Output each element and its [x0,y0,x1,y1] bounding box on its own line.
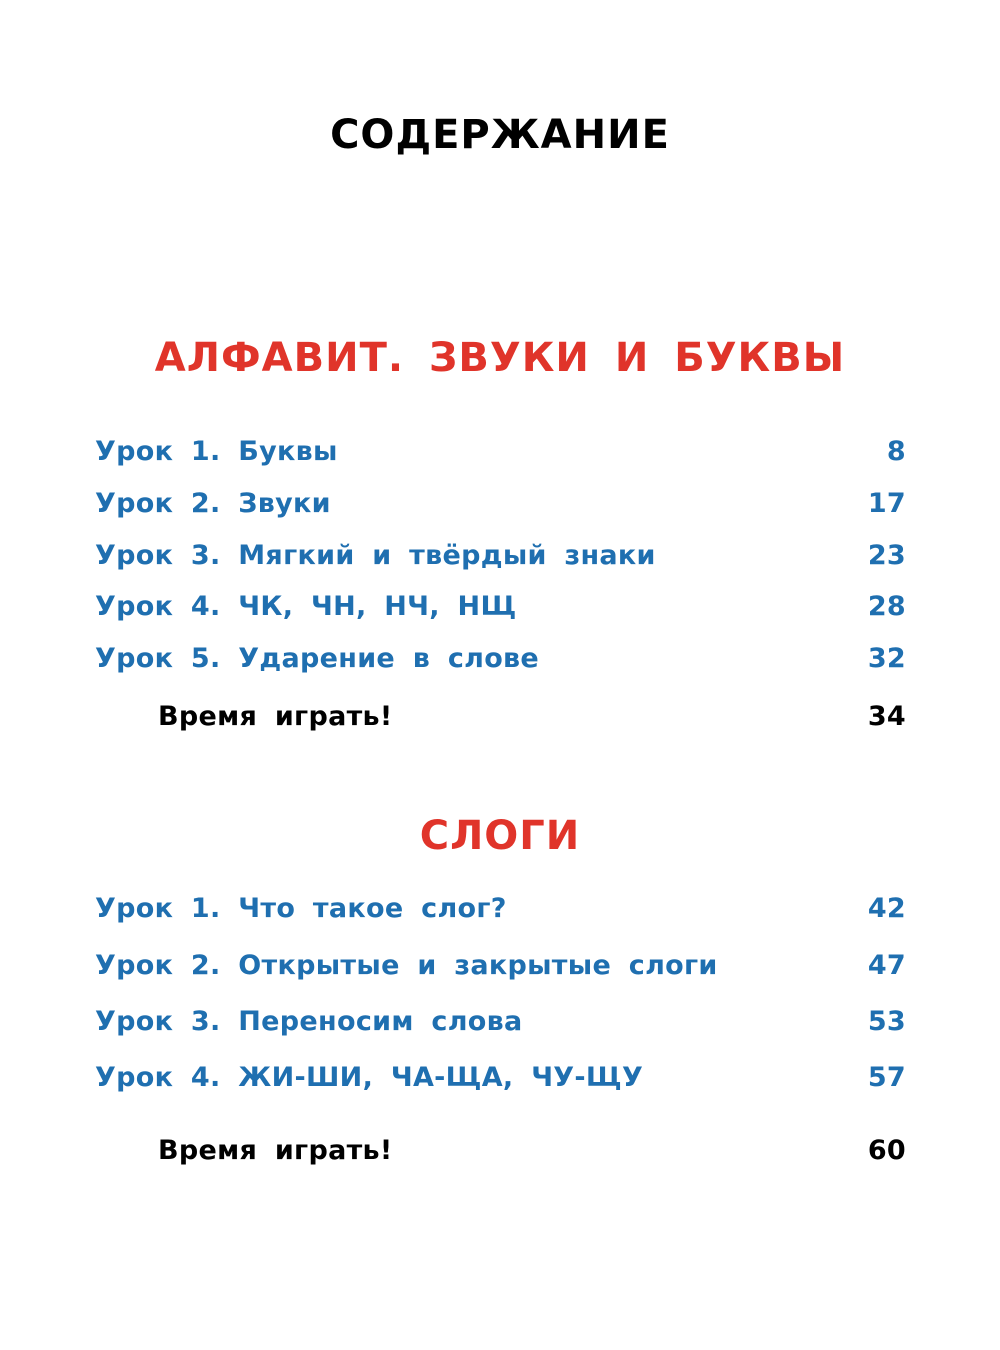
toc-entry[interactable] [95,1006,906,1046]
toc-entry-page: 57 [867,1062,906,1093]
toc-entry-label: Урок 5. Ударение в слове [95,643,540,674]
toc-entry-label: Урок 1. Что такое слог? [95,893,507,924]
page-title: СОДЕРЖАНИЕ [330,112,670,158]
toc-entry-label: Урок 3. Мягкий и твёрдый знаки [95,540,656,571]
section-title-alphabet: АЛФАВИТ. ЗВУКИ И БУКВЫ [154,335,846,381]
toc-entry-play-time[interactable] [158,1135,906,1175]
toc-entry[interactable] [95,643,906,683]
toc-entry[interactable] [95,950,906,990]
toc-entry-page: 60 [867,1135,906,1166]
toc-entry-page: 32 [867,643,906,674]
toc-entry-page: 47 [867,950,906,981]
toc-entry-page: 34 [867,701,906,732]
section-title-syllables: СЛОГИ [419,813,581,859]
toc-entry-page: 42 [867,893,906,924]
toc-entry[interactable] [95,436,906,476]
toc-entry-label: Урок 2. Открытые и закрытые слоги [95,950,718,981]
toc-entry-label: Урок 3. Переносим слова [95,1006,523,1037]
toc-entry[interactable] [95,591,906,631]
toc-entry-label: Время играть! [158,701,393,732]
toc-entry-page: 17 [867,488,906,519]
toc-entry-label: Урок 4. ЖИ-ШИ, ЧА-ЩА, ЧУ-ЩУ [95,1062,644,1093]
toc-entry[interactable] [95,893,906,933]
toc-entry-page: 8 [886,436,906,467]
toc-entry-play-time[interactable] [158,701,906,741]
toc-entry-label: Урок 2. Звуки [95,488,331,519]
toc-entry-page: 28 [867,591,906,622]
toc-entry-label: Время играть! [158,1135,393,1166]
toc-entry-label: Урок 1. Буквы [95,436,338,467]
toc-entry[interactable] [95,540,906,580]
toc-entry-page: 23 [867,540,906,571]
toc-entry[interactable] [95,488,906,528]
toc-entry-label: Урок 4. ЧК, ЧН, НЧ, НЩ [95,591,517,622]
toc-entry-page: 53 [867,1006,906,1037]
toc-entry[interactable] [95,1062,906,1102]
